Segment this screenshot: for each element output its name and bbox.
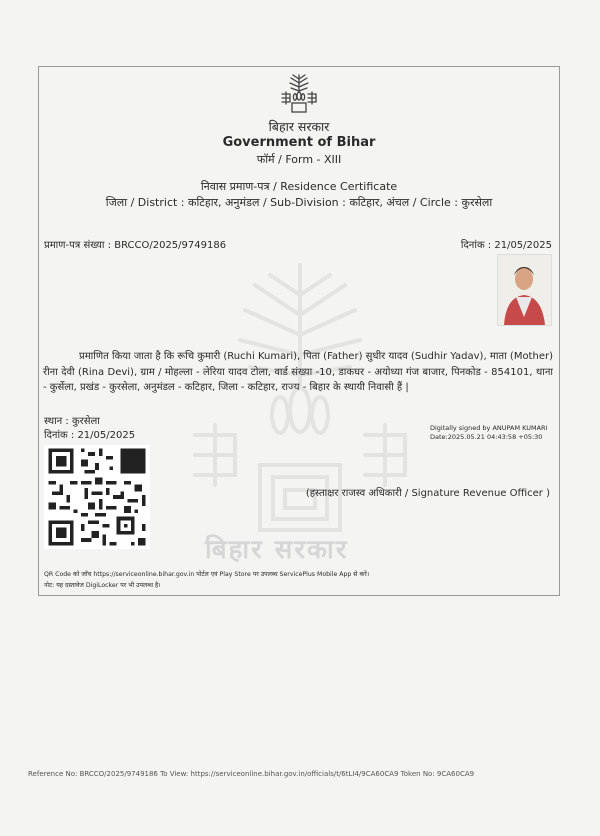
district-line: जिला / District : कटिहार, अनुमंडल / Sub-Division : कटिहार, अंचल / Circle : कुरसेला (105, 196, 493, 209)
issue-date: दिनांक : 21/05/2025 (44, 430, 136, 441)
qr-verification-note: QR Code को जाँच https://serviceonline.bihar.gov.in पोर्टल एवं Play Store पर उपलब्ध ServicePlus Mobile App से करें। (44, 571, 370, 578)
qr-code[interactable] (44, 445, 150, 549)
bihar-emblem-icon (278, 72, 320, 114)
applicant-photo (497, 254, 552, 326)
digital-signature-signer: Digitally signed by ANUPAM KUMARI (430, 424, 548, 432)
watermark-text: बिहार सरकार (205, 535, 349, 565)
digital-signature-date: Date:2025.05.21 04:43:58 +05:30 (430, 433, 543, 441)
issue-place: स्थान : कुरसेला (44, 416, 100, 427)
digilocker-note: नोट: यह दस्तावेज DigiLocker पर भी उपलब्ध है। (44, 582, 161, 589)
title-english: Government of Bihar (222, 135, 376, 150)
officer-signature-label: (हस्ताक्षर राजस्व अधिकारी / Signature Revenue Officer ) (305, 488, 550, 499)
reference-line: Reference No: BRCCO/2025/9749186 To View: https://serviceonline.bihar.gov.in/officials/t/6tLI4/9CA60CA9 Token No: 9CA60CA9 (28, 770, 475, 778)
digital-signature (430, 424, 548, 442)
form-number: फॉर्म / Form - XIII (256, 153, 342, 166)
certificate-date: दिनांक : 21/05/2025 (460, 240, 552, 251)
title-hindi: बिहार सरकार (268, 119, 330, 134)
certificate-number: प्रमाण-पत्र संख्या : BRCCO/2025/9749186 (44, 240, 227, 251)
certificate-body: प्रमाणित किया जाता है कि रूचि कुमारी (Ruchi Kumari), पिता (Father) सुधीर यादव (Sudhir Yadav), माता (Mother) रीना देवी (Rina Devi), ग्राम / मोहल्ला - लेरिया यादव टोला, वार्ड संख्या -10, डाकघर - अयोध्या गंज बाजार, पिनकोड - 854101, थाना - कुर्सेला, प्रखंड - कुरसेला, अनुमंडल - कटिहार, जिला - कटिहार, राज्य - बिहार के स्थायी निवासी हैं | (43, 351, 553, 393)
certificate-type: निवास प्रमाण-पत्र / Residence Certificate (200, 180, 398, 193)
